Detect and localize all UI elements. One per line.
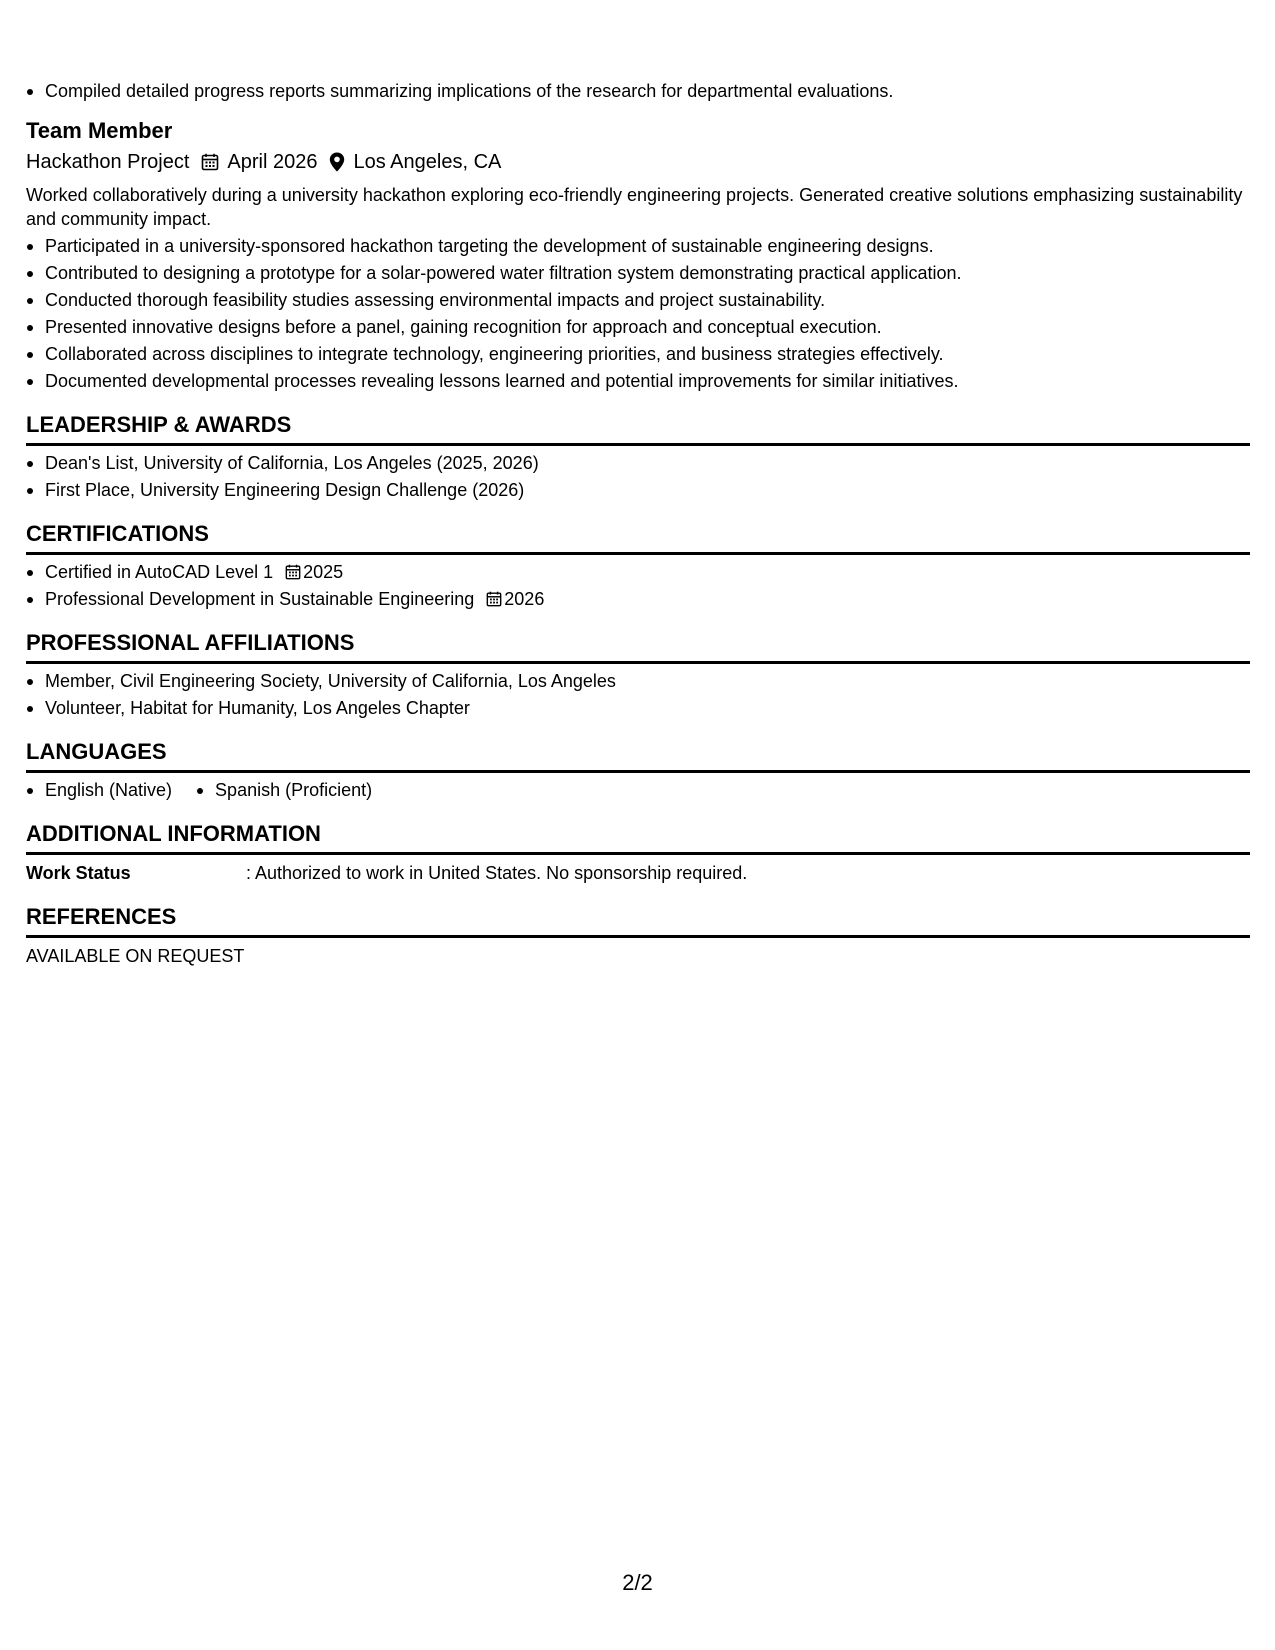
previous-role-bullets <box>26 78 1250 105</box>
map-pin-icon <box>329 152 345 172</box>
leadership-list <box>26 450 1250 504</box>
list-item: Presented innovative designs before a panel, gaining recognition for approach and conceptual execution. <box>26 314 1250 341</box>
job-location: Los Angeles, CA <box>353 151 502 173</box>
list-item: Participated in a university-sponsored hackathon targeting the development of sustainable engineering designs. <box>26 233 1250 260</box>
list-item: Member, Civil Engineering Society, University of California, Los Angeles <box>26 668 1250 695</box>
certification-name: Certified in AutoCAD Level 1 <box>45 562 274 582</box>
certification-year: 2025 <box>303 562 344 582</box>
calendar-icon <box>486 591 502 607</box>
section-title-references: REFERENCES <box>26 904 1250 938</box>
job-meta <box>26 147 1250 177</box>
certification-year: 2026 <box>504 589 545 609</box>
experience-entry <box>26 116 1250 395</box>
certification-name: Professional Development in Sustainable Engineering <box>45 589 475 609</box>
list-item: English (Native) <box>26 777 172 804</box>
list-item: Documented developmental processes revealing lessons learned and potential improvements for similar initiatives. <box>26 368 1250 395</box>
calendar-icon <box>201 153 219 171</box>
references-text: AVAILABLE ON REQUEST <box>26 946 245 966</box>
list-item: Contributed to designing a prototype for a solar-powered water filtration system demonstrating practical application. <box>26 260 1250 287</box>
list-item: Dean's List, University of California, Los Angeles (2025, 2026) <box>26 450 1250 477</box>
section-title-leadership: LEADERSHIP & AWARDS <box>26 412 1250 446</box>
list-item: Collaborated across disciplines to integrate technology, engineering priorities, and business strategies effectively. <box>26 341 1250 368</box>
list-item: Volunteer, Habitat for Humanity, Los Angeles Chapter <box>26 695 1250 722</box>
job-summary: Worked collaboratively during a university hackathon exploring eco-friendly engineering projects. Generated creative solutions emphasizing sustainability and community impact. <box>26 185 1243 229</box>
list-item: Compiled detailed progress reports summarizing implications of the research for departmental evaluations. <box>26 78 1250 105</box>
job-date: April 2026 <box>227 151 318 173</box>
list-item: First Place, University Engineering Design Challenge (2026) <box>26 477 1250 504</box>
page-number: 2/2 <box>622 1570 653 1595</box>
certifications-list <box>26 559 1250 613</box>
affiliations-list <box>26 668 1250 722</box>
section-title-additional: ADDITIONAL INFORMATION <box>26 821 1250 855</box>
job-title: Team Member <box>26 118 173 143</box>
section-title-affiliations: PROFESSIONAL AFFILIATIONS <box>26 630 1250 664</box>
list-item <box>26 559 1250 586</box>
job-organization: Hackathon Project <box>26 151 190 173</box>
calendar-icon <box>285 564 301 580</box>
section-title-languages: LANGUAGES <box>26 739 1250 773</box>
list-item <box>26 586 1250 613</box>
list-item: Conducted thorough feasibility studies assessing environmental impacts and project sustainability. <box>26 287 1250 314</box>
list-item: Spanish (Proficient) <box>196 777 372 804</box>
work-status-row <box>26 859 1250 887</box>
resume-page <box>26 78 1250 970</box>
languages-list <box>26 777 1250 804</box>
work-status-label: Work Status <box>26 863 131 883</box>
job-bullets <box>26 233 1250 395</box>
section-title-certifications: CERTIFICATIONS <box>26 521 1250 555</box>
work-status-value: : Authorized to work in United States. No sponsorship required. <box>246 863 748 883</box>
